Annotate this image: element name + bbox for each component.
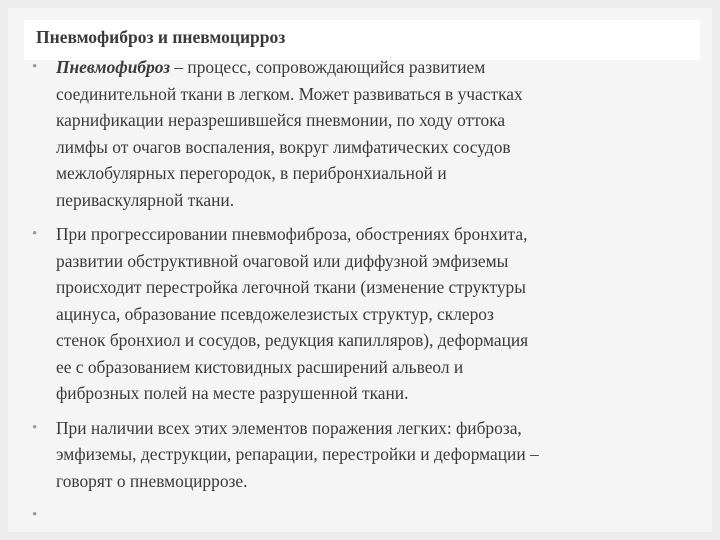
bullet-line: лимфы от очагов воспаления, вокруг лимфатических сосудов [56,136,511,157]
bullet-line: говорят о пневмоциррозе. [56,470,248,491]
slide [8,8,712,532]
bullet-marker: • [32,59,38,75]
slide-title: Пневмофиброз и пневмоцирроз [36,27,286,47]
bullet-item-2 [28,221,688,407]
term-pneumofibrosis: Пневмофиброз [56,57,171,77]
bullet-item-1 [28,54,688,213]
bullet-line: межлобулярных перегородок, в перибронхиальной и [56,163,447,183]
bullet-line: эмфиземы, деструкции, репарации, перестройки и деформации – [56,444,539,464]
bullet-line: фиброзных полей на месте разрушенной ткани. [56,383,409,403]
bullet-marker: • [32,419,38,436]
bullet-line: периваскулярной ткани. [56,189,235,210]
bullet-marker: • [32,507,38,523]
bullet-text: – процесс, сопровождающийся развитием [170,57,486,77]
bullet-line: При прогрессировании пневмофиброза, обострениях бронхита, [56,224,528,244]
bullet-line: развитии обструктивной очаговой или диффузной эмфиземы [56,250,509,271]
bullet-line: карнификации неразрешившейся пневмонии, по ходу оттока [56,110,506,130]
bullet-line: стенок бронхиол и сосудов, редукция капилляров), деформация [56,330,529,350]
bullet-line [56,54,688,81]
bullet-line: соединительной ткани в легком. Может развиваться в участках [56,83,523,104]
bullet-line: происходит перестройка легочной ткани (изменение структуры [56,277,526,297]
bullet-line: ее с образованием кистовидных расширений альвеол и [56,356,464,377]
bullet-list [28,54,688,537]
bullet-item-empty [28,502,688,529]
bullet-line: При наличии всех этих элементов поражения легких: фиброза, [56,417,522,438]
bullet-line: ацинуса, образование псевдожелезистых структур, склероз [56,303,494,324]
bullet-marker: • [32,226,38,242]
bullet-line-empty [56,502,688,529]
bullet-item-3 [28,415,688,495]
